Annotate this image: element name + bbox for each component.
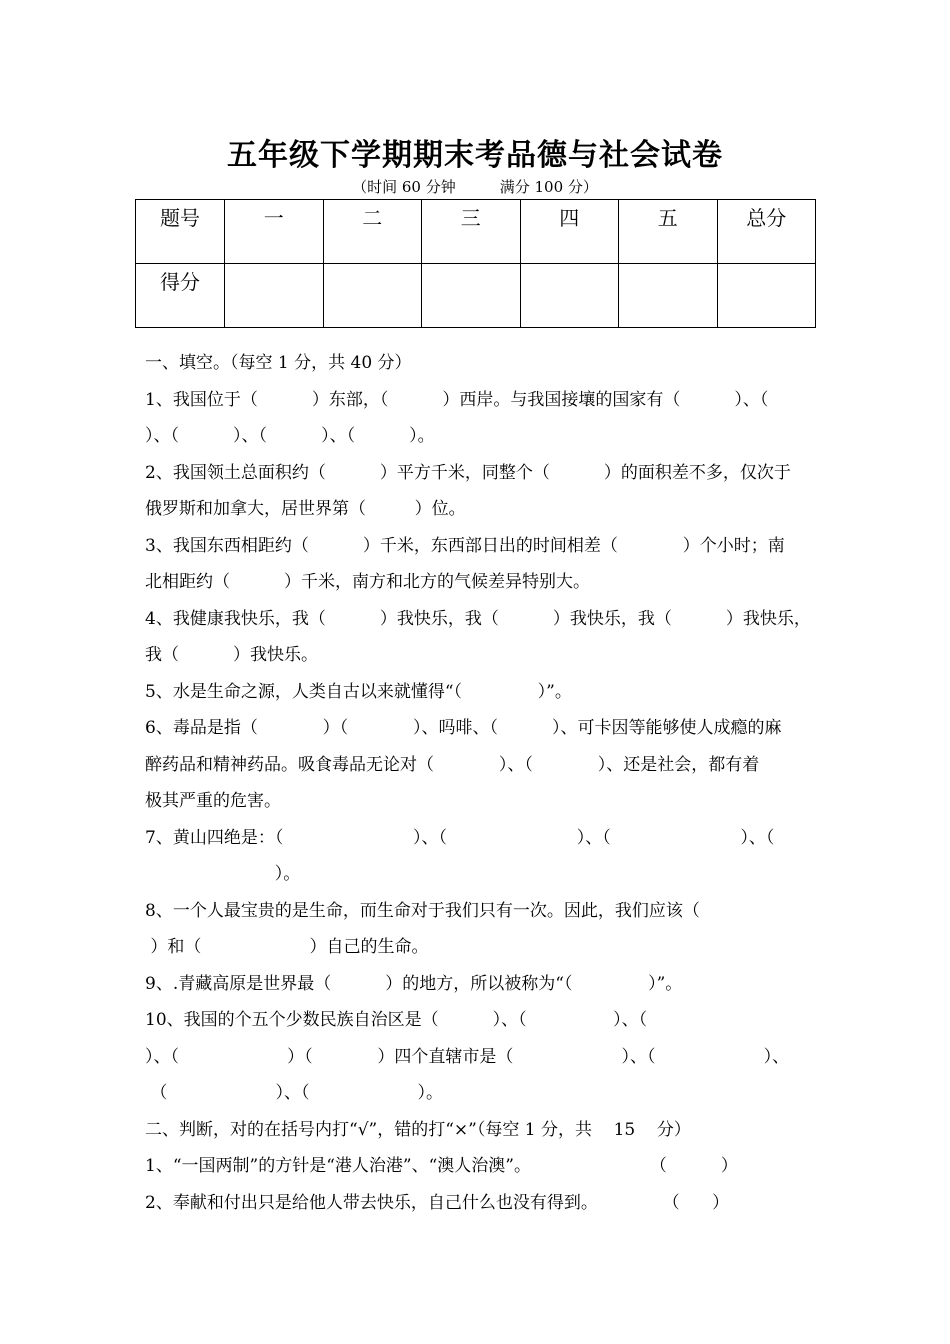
question-line: （ ）、（ ）。 — [145, 1083, 444, 1103]
question-line: 俄罗斯和加拿大，居世界第（ ）位。 — [145, 499, 466, 519]
exam-info — [0, 176, 950, 197]
score-table-score-row — [136, 264, 816, 328]
question-line: ）。 — [145, 864, 301, 884]
question-line: ）、（ ）（ ）四个直辖市是（ ）、（ ）、 — [145, 1046, 790, 1067]
question-line: 2、我国领土总面积约（ ）平方千米，同整个（ ）的面积差不多，仅次于 — [145, 462, 791, 483]
page-title: 五年级下学期期末考品德与社会试卷 — [227, 138, 723, 173]
section-heading-fill-blank: 一、填空。（每空 1 分，共 40 分） — [145, 353, 412, 373]
question-line: 7、黄山四绝是：（ ）、（ ）、（ ）、（ — [145, 827, 775, 848]
exam-body — [145, 345, 817, 1221]
question-line: 9、.青藏高原是世界最（ ）的地方，所以被称为“（ ）”。 — [145, 973, 683, 994]
score-table — [135, 199, 816, 328]
score-header-cell: 总分 — [717, 200, 816, 264]
question-line: 北相距约（ ）千米，南方和北方的气候差异特别大。 — [145, 572, 591, 592]
score-header-cell: 三 — [422, 200, 521, 264]
question-line: 我（ ）我快乐。 — [145, 645, 319, 665]
section-heading-true-false: 二、判断，对的在括号内打“√”，错的打“×”（每空 1 分，共 15 分） — [145, 1119, 691, 1140]
question-line: 极其严重的危害。 — [145, 791, 281, 811]
score-header-cell: 五 — [619, 200, 718, 264]
score-header-cell: 四 — [520, 200, 619, 264]
score-row-label: 得分 — [136, 264, 225, 328]
question-line: ）、（ ）、（ ）、（ ）。 — [145, 426, 435, 446]
exam-full-score: 满分 100 分） — [499, 178, 598, 196]
score-header-cell: 一 — [225, 200, 324, 264]
question-line: 2、奉献和付出只是给他人带去快乐，自己什么也没有得到。 （ ） — [145, 1192, 730, 1213]
question-line: 1、我国位于（ ）东部，（ ）西岸。与我国接壤的国家有（ ）、（ — [145, 389, 769, 410]
score-header-cell: 题号 — [136, 200, 225, 264]
score-cell — [323, 264, 422, 328]
score-cell — [619, 264, 718, 328]
score-cell — [225, 264, 324, 328]
question-line: 5、水是生命之源，人类自古以来就懂得“（ ）”。 — [145, 681, 572, 702]
question-line: 6、毒品是指（ ）（ ）、吗啡、（ ）、可卡因等能够使人成瘾的麻 — [145, 718, 782, 738]
score-cell — [520, 264, 619, 328]
question-line: 8、一个人最宝贵的是生命，而生命对于我们只有一次。因此，我们应该（ — [145, 900, 700, 921]
question-line: 醉药品和精神药品。吸食毒品无论对（ ）、（ ）、还是社会，都有着 — [145, 754, 760, 775]
score-table-header-row — [136, 200, 816, 264]
question-line: 4、我健康我快乐，我（ ）我快乐，我（ ）我快乐，我（ ）我快乐， — [145, 608, 811, 629]
question-line: 10、我国的个五个少数民族自治区是（ ）、（ ）、（ — [145, 1010, 648, 1030]
question-line: 3、我国东西相距约（ ）千米，东西部日出的时间相差（ ）个小时；南 — [145, 535, 785, 556]
exam-time: （时间 60 分钟 — [352, 178, 456, 196]
question-line: 1、“一国两制”的方针是“港人治港”、“澳人治澳”。 （ ） — [145, 1156, 738, 1176]
score-header-cell: 二 — [323, 200, 422, 264]
question-line: ）和（ ）自己的生命。 — [145, 937, 429, 957]
score-cell — [422, 264, 521, 328]
score-cell — [717, 264, 816, 328]
